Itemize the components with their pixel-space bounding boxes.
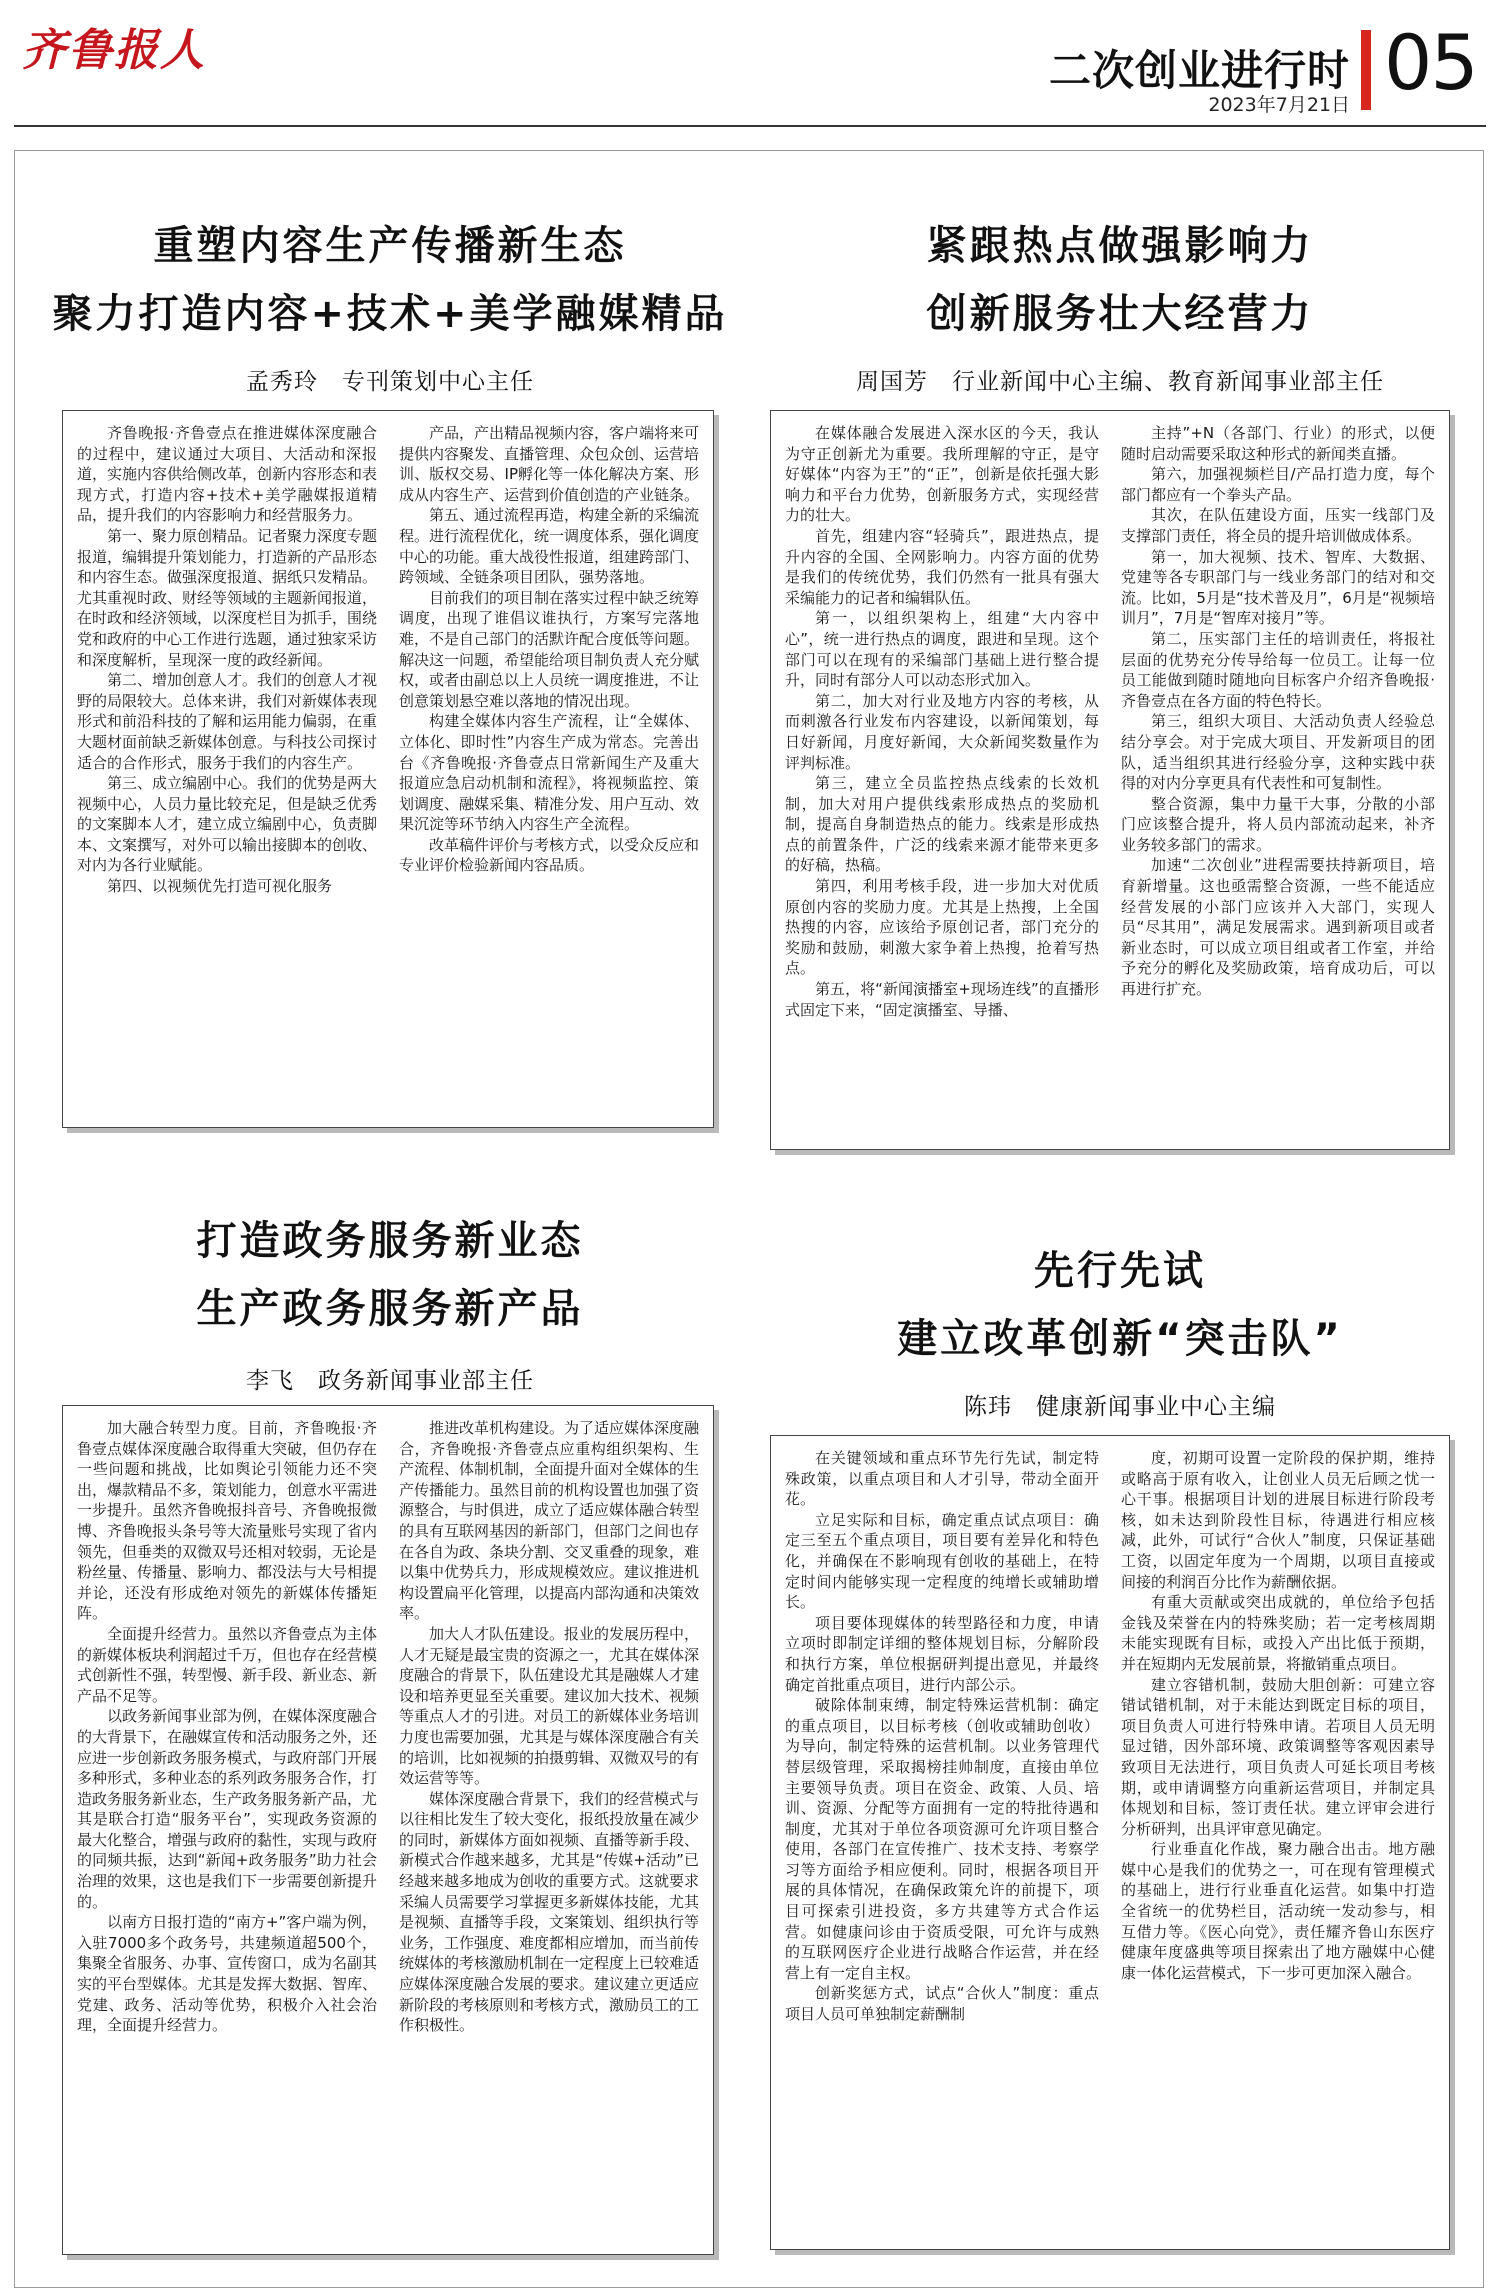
paragraph: 第三，建立全员监控热点线索的长效机制，加大对用户提供线索形成热点的奖励机制，提高自身制造热点的能力。线索是形成热点的前置条件，广泛的线索来源才能带来更多的好稿，热稿。 [785,774,1099,875]
article-body [770,410,1450,1150]
paragraph: 媒体深度融合背景下，我们的经营模式与以往相比发生了较大变化，报纸投放量在减少的同时，新媒体方面如视频、直播等新手段、新模式合作越来越多，尤其是“传媒+活动”已经越来越多地成为创收的重要方式。这就要求采编人员需要学习掌握更多新媒体技能，尤其是视频、直播等手段，文案策划、组织执行等业务，工作强度、难度都相应增加，而当前传统媒体的考核激励机制在一定程度上已较难适应媒体深度融合发展的要求。建议建立更适应新阶段的考核原则和考核方式，激励员工的工作积极性。 [399,1789,699,2035]
top-rule [14,125,1486,127]
article-content-production [40,215,740,1170]
paragraph: 齐鲁晚报·齐鲁壹点在推进媒体深度融合的过程中，建议通过大项目、大活动和深报道，实施内容供给侧改革，创新内容形态和表现方式，打造内容+技术+美学融媒报道精品，提升我们的内容影响力和经营服务力。 [77,424,377,525]
paragraph: 第五，将“新闻演播室+现场连线”的直播形式固定下来，“固定演播室、导播、 [785,980,1099,1019]
article-headline-line1: 打造政务服务新业态 [196,1218,584,1264]
paragraph: 其次，在队伍建设方面，压实一线部门及支撑部门责任，将全员的提升培训做成体系。 [1121,506,1435,545]
article-government-services [40,1210,740,2270]
article-reform-task-force [770,1240,1470,2270]
section-title: 二次创业进行时 [1048,46,1350,95]
paragraph: 建立容错机制，鼓励大胆创新：可建立容错试错机制，对于未能达到既定目标的项目，项目负责人可进行特殊申请。若项目人员无明显过错，因外部环境、政策调整等客观因素导致项目无法进行，项目负责人可延长项目考核期，或申请调整方向重新运营项目，并制定具体规划和目标，签订责任状。建立评审会进行分析研判，出具评审意见确定。 [1121,1675,1435,1838]
article-column [399,423,699,1119]
page-number-bar [1361,30,1371,110]
article-headline-line1: 紧跟热点做强影响力 [926,223,1314,269]
paragraph: 改革稿件评价与考核方式，以受众反应和专业评价检验新闻内容品质。 [399,835,699,875]
paragraph: 以南方日报打造的“南方+”客户端为例，入驻7000多个政务号，共建频道超500个，集聚全省服务、办事、宣传窗口，成为名副其实的平台型媒体。尤其是发挥大数据、智库、党建、政务、活动等优势，积极介入社会治理，全面提升经营力。 [77,1913,377,2035]
paragraph: 度，初期可设置一定阶段的保护期，维持或略高于原有收入，让创业人员无后顾之忧一心干事。根据项目计划的进展目标进行阶段考核，如未达到阶段性目标，待遇进行相应核减，此外，可试行“合伙人”制度，只保证基础工资，以固定年度为一个周期，以项目直接或间接的利润百分比作为薪酬依据。 [1121,1449,1435,1591]
paragraph: 第一，以组织架构上，组建“大内容中心”，统一进行热点的调度，跟进和呈现。这个部门可以在现有的采编部门基础上进行整合提升，同时有部分人可以动态形式加入。 [785,609,1099,690]
paragraph: 项目要体现媒体的转型路径和力度，申请立项时即制定详细的整体规划目标，分解阶段和执行方案，单位根据研判提出意见，并最终确定首批重点项目，进行内部公示。 [785,1613,1099,1694]
masthead [0,0,1500,120]
article-headline-line2: 建立改革创新“突击队” [897,1316,1343,1362]
article-byline: 李飞 政务新闻事业部主任 [246,1368,534,1394]
article-column [1121,423,1435,1141]
paragraph: 产品，产出精品视频内容，客户端将来可提供内容聚发、直播管理、众包众创、运营培训、版权交易、IP孵化等一体化解决方案、形成从内容生产、运营到价值创造的产业链条。 [399,424,699,504]
article-byline: 周国芳 行业新闻中心主编、教育新闻事业部主任 [856,369,1384,395]
article-headline-line2: 创新服务壮大经营力 [926,291,1314,337]
article-body [770,1435,1450,2250]
paragraph: 第一、聚力原创精品。记者聚力深度专题报道，编辑提升策划能力，打造新的产品形态和内容生态。做强深度报道、据纸只发精品。尤其重视时政、财经等领域的主题新闻报道，在时政和经济领域，以深度栏目为抓手，围绕党和政府的中心工作进行选题，通过独家采访和深度解析，呈现深一度的政经新闻。 [77,526,377,669]
page-number: 05 [1384,18,1477,107]
paragraph: 整合资源，集中力量干大事，分散的小部门应该整合提升，将人员内部流动起来，补齐业务较多部门的需求。 [1121,794,1435,854]
article-column [785,1448,1099,2241]
paragraph: 破除体制束缚，制定特殊运营机制：确定的重点项目，以目标考核（创收或辅助创收）为导向，制定特殊的运营机制。以业务管理代替层级管理，采取揭榜挂帅制度，直接由单位主要领导负责。项目在资金、政策、人员、培训、资源、分配等方面拥有一定的特批待遇和制度，尤其对于单位各项资源可允许项目整合使用，各部门在宣传推广、技术支持、考察学习等方面给予相应便利。同时，根据各项目开展的具体情况，在确保政策允许的前提下，项目可探索引进投资，多方共建等方式合作运营。如健康问诊由于资质受限，可允许与成熟的互联网医疗企业进行战略合作运营，并在经营上有一定自主权。 [785,1696,1099,1982]
paragraph: 构建全媒体内容生产流程，让“全媒体、立体化、即时性”内容生产成为常态。完善出台《齐鲁晚报·齐鲁壹点日常新闻生产及重大报道应急启动机制和流程》，将视频监控、策划调度、融媒采集、精准分发、用户互动、效果沉淀等环节纳入内容生产全流程。 [399,712,699,834]
paragraph: 主持”+N（各部门、行业）的形式，以便随时启动需要采取这种形式的新闻类直播。 [1121,424,1435,463]
paragraph: 立足实际和目标，确定重点试点项目：确定三至五个重点项目，项目要有差异化和特色化，并确保在不影响现有创收的基础上，在特定时间内能够实现一定程度的纯增长或辅助增长。 [785,1510,1099,1612]
article-byline: 陈玮 健康新闻事业中心主编 [964,1394,1276,1420]
paragraph: 第六，加强视频栏目/产品打造力度，每个部门都应有一个拳头产品。 [1121,465,1435,504]
paragraph: 第三，组织大项目、大活动负责人经验总结分享会。对于完成大项目、开发新项目的团队，适当组织其进行经验分享，这种实践中获得的对内分享更具有代表性和可复制性。 [1121,712,1435,793]
paragraph: 在关键领域和重点环节先行先试，制定特殊政策，以重点项目和人才引导，带动全面开花。 [785,1449,1099,1509]
paragraph: 行业垂直化作战，聚力融合出击。地方融媒中心是我们的优势之一，可在现有管理模式的基础上，进行行业垂直化运营。如集中打造全省统一的优势栏目，活动统一发动参与，相互借力等。《医心向党》，责任耀齐鲁山东医疗健康年度盛典等项目探索出了地方融媒中心健康一体化运营模式，下一步可更加深入融合。 [1121,1840,1435,1982]
paragraph: 目前我们的项目制在落实过程中缺乏统筹调度，出现了谁倡议谁执行，方案写完落地难，不是自己部门的活默许配合度低等问题。解决这一问题，希望能给项目制负责人充分赋权，或者由副总以上人员统一调度推进，不让创意策划悬空难以落地的情况出现。 [399,588,699,710]
article-column [785,423,1099,1141]
paper-name: 齐鲁报人 [22,25,206,76]
article-headline-line2: 生产政务服务新产品 [196,1286,584,1332]
paragraph: 第二、增加创意人才。我们的创意人才视野的局限较大。总体来讲，我们对新媒体表现形式和前沿科技的了解和运用能力偏弱，在重大题材面前缺乏新媒体创意。与科技公司探讨适合的合作形式，服务于我们的内容生产。 [77,671,377,772]
paragraph: 创新奖惩方式，试点“合伙人”制度：重点项目人员可单独制定薪酬制 [785,1984,1099,2024]
article-column [77,423,377,1119]
paragraph: 第四、以视频优先打造可视化服务 [107,877,333,896]
paragraph: 以政务新闻事业部为例，在媒体深度融合的大背景下，在融媒宣传和活动服务之外，还应进一步创新政务服务模式，与政府部门开展多种形式，多种业态的系列政务服务合作，打造政务服务新业态，生产政务服务新产品，尤其是联合打造“服务平台”，实现政务资源的最大化整合，增强与政府的黏性，实现与政府的同频共振，达到“新闻+政务服务”助力社会治理的效果，这也是我们下一步需要创新提升的。 [77,1707,377,1911]
article-headline-line2: 聚力打造内容+技术+美学融媒精品 [52,291,728,337]
paragraph: 推进改革机构建设。为了适应媒体深度融合，齐鲁晚报·齐鲁壹点应重构组织架构、生产流程、体制机制，全面提升面对全媒体的生产传播能力。虽然目前的机构设置也加强了资源整合，与时俱进，成立了适应媒体融合转型的具有互联网基因的新部门，但部门之间也存在各自为政、条块分割、交叉重叠的现象，难以集中优势兵力，形成规模效应。建议推进机构设置扁平化管理，以提高内部沟通和决策效率。 [399,1419,699,1623]
paragraph: 加大融合转型力度。目前，齐鲁晚报·齐鲁壹点媒体深度融合取得重大突破，但仍存在一些问题和挑战，比如舆论引领能力还不突出，爆款精品不多，策划能力，创意水平需进一步提升。虽然齐鲁晚报抖音号、齐鲁晚报微博、齐鲁晚报头条号等大流量账号实现了省内领先，但垂类的双微双号还相对较弱，无论是粉丝量、传播量、影响力、都没法与大号相提并论，还没有形成绝对领先的新媒体传播矩阵。 [77,1419,377,1623]
paragraph: 全面提升经营力。虽然以齐鲁壹点为主体的新媒体板块利润超过千万，但也存在经营模式创新性不强，转型慢、新手段、新业态、新产品不足等。 [77,1624,377,1705]
paragraph: 第四，利用考核手段，进一步加大对优质原创内容的奖励力度。尤其是上热搜，上全国热搜的内容，应该给予原创记者，部门充分的奖励和鼓励，刺激大家争着上热搜，抢着写热点。 [785,877,1099,978]
paragraph: 第三、成立编剧中心。我们的优势是两大视频中心，人员力量比较充足，但是缺乏优秀的文案脚本人才，建立成立编剧中心，负责脚本、文案撰写，对外可以输出接脚本的创收、对内为各行业赋能。 [77,774,377,875]
paragraph: 在媒体融合发展进入深水区的今天，我认为守正创新尤为重要。我所理解的守正，是守好媒体“内容为王”的“正”，创新是依托强大影响力和平台力优势，创新服务方式，实现经营力的壮大。 [785,424,1099,525]
paragraph: 加速“二次创业”进程需要扶持新项目，培育新增量。这也亟需整合资源，一些不能适应经营发展的小部门应该并入大部门，实现人员“尽其用”，满足发展需求。遇到新项目或者新业态时，可以成立项目组或者工作室，并给予充分的孵化及奖励政策，培育成功后，可以再进行扩充。 [1121,856,1435,999]
paragraph: 有重大贡献或突出成就的，单位给予包括金钱及荣誉在内的特殊奖励；若一定考核周期未能实现既有目标，或投入产出比低于预期，并在短期内无发展前景，将撤销重点项目。 [1121,1593,1435,1673]
paragraph: 第五、通过流程再造，构建全新的采编流程。进行流程优化，统一调度体系，强化调度中心的功能。重大战役性报道，组建跨部门、跨领域、全链条项目团队，强势落地。 [399,506,699,587]
article-headline-line1: 先行先试 [1034,1248,1206,1294]
paragraph: 第二，压实部门主任的培训责任，将报社层面的优势充分传导给每一位员工。让每一位员工能做到随时随地向目标客户介绍齐鲁晚报·齐鲁壹点在各方面的特色特长。 [1121,629,1435,710]
article-body [62,1405,714,2255]
article-column [1121,1448,1435,2241]
article-body [62,410,714,1128]
paragraph: 第二，加大对行业及地方内容的考核，从而刺激各行业发布内容建设，以新闻策划，每日好新闻，月度好新闻，大众新闻奖数量作为评判标准。 [785,691,1099,772]
paragraph: 加大人才队伍建设。报业的发展历程中，人才无疑是最宝贵的资源之一，尤其在媒体深度融合的背景下，队伍建设尤其是融媒人才建设和培养更显至关重要。建议加大技术、视频等重点人才的引进。对员工的新媒体业务培训力度也需要加强，尤其是与媒体深度融合有关的培训，比如视频的拍摄剪辑、双微双号的有效运营等等。 [399,1624,699,1788]
article-hotspot-influence [770,215,1470,1170]
article-byline: 孟秀玲 专刊策划中心主任 [246,369,534,395]
paragraph: 首先，组建内容“轻骑兵”，跟进热点，提升内容的全国、全网影响力。内容方面的优势是我们的传统优势，我们仍然有一批具有强大采编能力的记者和编辑队伍。 [785,526,1099,607]
paragraph: 第一，加大视频、技术、智库、大数据、党建等各专职部门与一线业务部门的结对和交流。比如，5月是“技术普及月”，6月是“视频培训月”，7月是“智库对接月”等。 [1121,547,1435,628]
publication-date: 2023年7月21日 [1208,94,1350,116]
article-column [399,1418,699,2246]
article-column [77,1418,377,2246]
article-headline-line1: 重塑内容生产传播新生态 [153,223,627,269]
